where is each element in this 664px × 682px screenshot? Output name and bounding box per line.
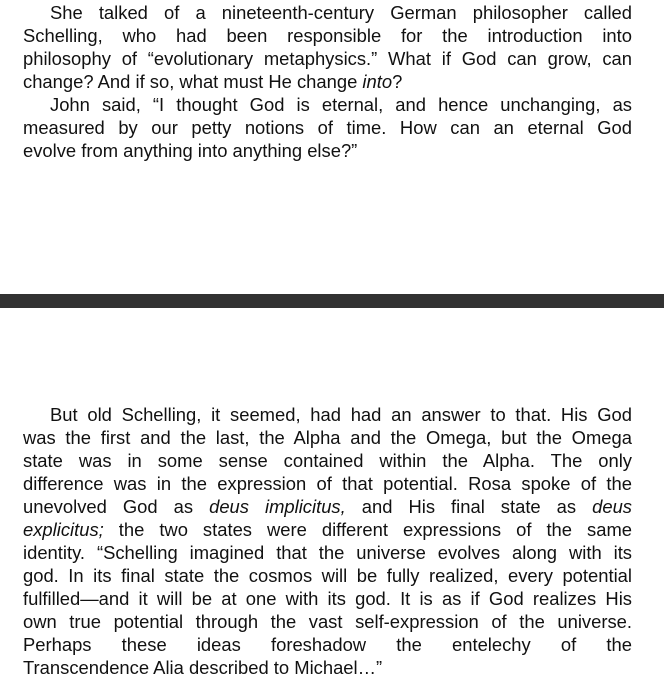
text-line: She talked of a nineteenth-century German philosopher called: [50, 2, 632, 23]
text-line: philosophy of “evolutionary metaphysics.” What if God can grow, can: [23, 48, 632, 69]
text-run: unevolved God as: [23, 496, 210, 517]
text-line: identity. “Schelling imagined that the universe evolves along with its: [23, 542, 632, 563]
page-divider: [0, 294, 664, 308]
text-line: But old Schelling, it seemed, had had an answer to that. His God: [50, 404, 632, 425]
text-run: the two states were different expressions of the same: [103, 519, 632, 540]
italic-run: into: [362, 71, 393, 92]
text-line: fulfilled—and it will be at one with its god. It is as if God realizes His: [23, 588, 632, 609]
text-line: Perhaps these ideas foreshadow the entelechy of the: [23, 634, 632, 655]
italic-run: deus implicitus,: [209, 496, 346, 517]
text-line: John said, “I thought God is eternal, and hence unchanging, as: [50, 94, 632, 115]
text-line: Transcendence Alia described to Michael…”: [23, 657, 383, 678]
page-bottom-text: [23, 403, 632, 679]
text-line: [23, 518, 632, 541]
page-top-text: [23, 1, 632, 162]
text-line: [23, 495, 632, 518]
text-line: evolve from anything into anything else?”: [23, 140, 358, 161]
italic-run: explicitus;: [23, 519, 104, 540]
text-line: god. In its final state the cosmos will be fully realized, every potential: [23, 565, 632, 586]
text-line: [23, 70, 632, 93]
text-line: was the first and the last, the Alpha and the Omega, but the Omega: [23, 427, 632, 448]
text-line: measured by our petty notions of time. How can an eternal God: [23, 117, 632, 138]
text-run: change? And if so, what must He change: [23, 71, 363, 92]
text-run: ?: [392, 71, 403, 92]
text-line: own true potential through the vast self-expression of the universe.: [23, 611, 632, 632]
text-line: Schelling, who had been responsible for the introduction into: [23, 25, 632, 46]
italic-run: deus: [592, 496, 632, 517]
text-run: and His final state as: [345, 496, 593, 517]
text-line: state was in some sense contained within the Alpha. The only: [23, 450, 632, 471]
text-line: difference was in the expression of that potential. Rosa spoke of the: [23, 473, 632, 494]
